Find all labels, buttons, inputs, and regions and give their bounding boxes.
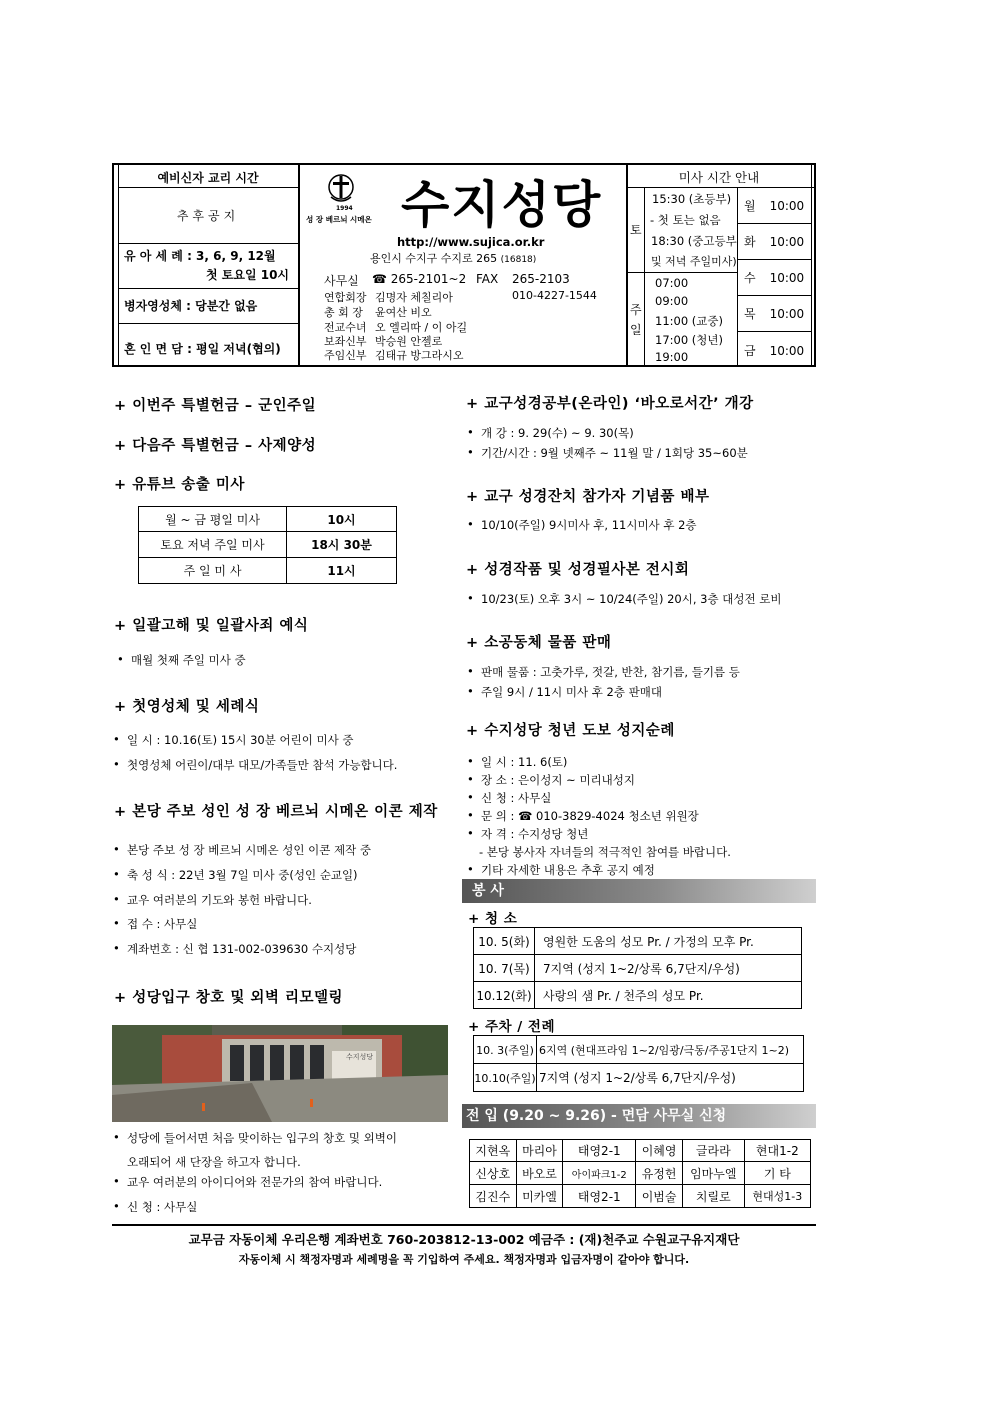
confession-item: • 매월 첫째 주일 미사 중 — [131, 652, 246, 668]
youtube-time: 11시 — [287, 558, 397, 584]
sister-name: 오 엘리따 / 이 아길 — [375, 321, 468, 334]
table-row — [470, 1140, 811, 1162]
youtube-mass-table — [138, 506, 397, 584]
sister-label: 전교수녀 — [324, 321, 367, 334]
cleaning-heading: + 청 소 — [468, 911, 518, 927]
cleaning-date: 10. 5(화) — [474, 928, 535, 955]
table-row — [474, 1036, 804, 1064]
icon-item: • 본당 주보 성 장 베르뇌 시메온 성인 이콘 제작 중 — [127, 842, 371, 858]
office-phone: ☎ 265-2101~2 — [372, 272, 467, 286]
pilgrimage-heading: + 수지성당 청년 도보 성지순례 — [466, 723, 675, 739]
saturday-label: 토 — [630, 223, 642, 237]
youtube-label: 주 일 미 사 — [139, 558, 287, 584]
postcode: (16818) — [500, 255, 537, 265]
parking-desc: 6지역 (현대프라임 1~2/임광/극동/주공1단지 1~2) — [537, 1036, 804, 1064]
church-entrance-photo — [112, 1025, 448, 1122]
church-logo-icon — [327, 173, 355, 207]
sun-mass-2: 09:00 — [655, 294, 689, 308]
move-in-name: 지현옥 — [470, 1140, 517, 1162]
logo-year: 1994 — [336, 205, 353, 212]
general-confession-heading: + 일괄고해 및 일괄사죄 예식 — [114, 618, 309, 634]
assistant-label: 보좌신부 — [324, 335, 367, 348]
bible-study-heading: + 교구성경공부(온라인) ‘바오로서간’ 개강 — [466, 396, 754, 412]
parking-desc: 7지역 (성지 1~2/상록 6,7단지/우성) — [537, 1064, 804, 1092]
photo-sign-text: 수지성당 — [346, 1053, 374, 1061]
fax-label: FAX — [476, 272, 499, 286]
fax-number: 265-2103 — [512, 272, 570, 286]
pilgrimage-item: • 문 의 : ☎ 010-3829-4024 청소년 위원장 — [481, 808, 699, 824]
remodel-item: • 성당에 들어서면 처음 맞이하는 입구의 창호 및 외벽이 — [127, 1130, 397, 1146]
table-row — [474, 955, 802, 982]
sat-mass-2: - 첫 토는 없음 — [650, 213, 721, 227]
table-row — [139, 558, 397, 584]
pilgrimage-item: • 일 시 : 11. 6(토) — [481, 754, 567, 770]
move-in-address: 현대1-2 — [744, 1140, 810, 1162]
cleaning-desc: 사랑의 샘 Pr. / 천주의 성모 Pr. — [535, 982, 802, 1009]
pilgrimage-item: • 신 청 : 사무실 — [481, 790, 551, 806]
parish-address — [370, 250, 536, 266]
sale-item: • 주일 9시 / 11시 미사 후 2층 판매대 — [481, 684, 662, 700]
column-gap — [456, 386, 457, 1222]
table-row — [474, 928, 802, 955]
special-offering-this-week: + 이번주 특별헌금 – 군인주일 — [114, 398, 317, 414]
president-name: 윤여산 비오 — [375, 306, 432, 319]
parking-table — [473, 1035, 804, 1092]
sunday-label: 주 일 — [630, 303, 642, 337]
move-in-address: 기 타 — [744, 1162, 810, 1185]
infant-baptism-time: 첫 토요일 10시 — [206, 268, 290, 282]
weekday-mon: 월 10:00 — [744, 199, 805, 213]
bible-item: • 기간/시간 : 9월 넷째주 ~ 11월 말 / 1회당 35~60분 — [481, 445, 748, 461]
sun-mass-5: 19:00 — [655, 350, 689, 364]
sat-mass-3: 18:30 (중고등부 — [651, 234, 737, 248]
table-row — [470, 1162, 811, 1185]
exhibition-heading: + 성경작품 및 성경필사본 전시회 — [466, 562, 690, 578]
cleaning-desc: 영원한 도움의 성모 Pr. / 가정의 모후 Pr. — [535, 928, 802, 955]
move-in-address: 아이파크1-2 — [563, 1162, 636, 1185]
table-row — [139, 532, 397, 558]
pilgrimage-item: • 기타 자세한 내용은 추후 공지 예정 — [481, 862, 655, 878]
tithe-transfer-note: 자동이체 시 책정자명과 세례명을 꼭 기입하여 주세요. 책정자명과 입금자명이 같아야 합니다. — [238, 1253, 690, 1266]
logo-caption: 성 장 베르뇌 시메온 — [306, 215, 372, 224]
parking-heading: + 주차 / 전례 — [468, 1019, 556, 1035]
pastor-label: 주임신부 — [324, 349, 367, 362]
marriage-consult: 혼 인 면 담 : 평일 저녁(협의) — [124, 342, 281, 356]
cleaning-desc: 7지역 (성지 1~2/상록 6,7단지/우성) — [535, 955, 802, 982]
move-in-address: 태영2-1 — [563, 1140, 636, 1162]
tithe-transfer-info: 교무금 자동이체 우리은행 계좌번호 760-203812-13-002 예금주 : (재)천주교 수원교구유지재단 — [188, 1232, 740, 1247]
move-in-baptismal: 임마누엘 — [682, 1162, 744, 1185]
sale-item: • 판매 물품 : 고춧가루, 젓갈, 반찬, 참기름, 들기름 등 — [481, 664, 740, 680]
remodeling-heading: + 성당입구 창호 및 외벽 리모델링 — [114, 990, 343, 1006]
move-in-table — [469, 1139, 811, 1208]
icon-item: • 교우 여러분의 기도와 봉헌 바랍니다. — [127, 892, 312, 908]
parish-name: 수지성당 — [401, 176, 603, 234]
youtube-mass-heading: + 유튜브 송출 미사 — [114, 477, 245, 493]
special-offering-next-week: + 다음주 특별헌금 – 사제양성 — [114, 438, 317, 454]
footer-divider — [112, 1224, 816, 1226]
move-in-name: 김진수 — [470, 1185, 517, 1208]
service-section-bar: 봉 사 — [462, 879, 816, 903]
pilgrimage-item: • 자 격 : 수지성당 청년 — [481, 826, 588, 842]
cleaning-date: 10.12(화) — [474, 982, 535, 1009]
weekday-fri: 금 10:00 — [744, 344, 805, 358]
move-in-name: 신상호 — [470, 1162, 517, 1185]
youtube-label: 월 ~ 금 평일 미사 — [139, 507, 287, 532]
weekday-wed: 수 10:00 — [744, 271, 805, 285]
bible-festival-heading: + 교구 성경잔치 참가자 기념품 배부 — [466, 489, 710, 505]
table-row — [470, 1185, 811, 1208]
office-label: 사무실 — [324, 274, 359, 288]
communion-date: • 일 시 : 10.16(토) 15시 30분 어린이 미사 중 — [127, 732, 353, 748]
pilgrimage-item: • 장 소 : 은이성지 ~ 미리내성지 — [481, 772, 635, 788]
move-in-baptismal: 치릴로 — [682, 1185, 744, 1208]
mass-times-title: 미사 시간 안내 — [678, 170, 760, 185]
icon-item: • 계좌번호 : 신 협 131-002-039630 수지성당 — [127, 941, 356, 957]
parking-date: 10.10(주일) — [474, 1064, 537, 1092]
move-in-name: 유정헌 — [636, 1162, 683, 1185]
table-row — [474, 1064, 804, 1092]
weekday-thu: 목 10:00 — [744, 307, 805, 321]
youtube-time: 10시 — [287, 507, 397, 532]
patron-icon-heading: + 본당 주보 성인 성 장 베르뇌 시메온 이콘 제작 — [114, 804, 438, 820]
table-row — [139, 507, 397, 532]
pastor-name: 김태규 방그라시오 — [375, 349, 464, 362]
cleaning-date: 10. 7(목) — [474, 955, 535, 982]
communion-note: • 첫영성체 어린이/대부 대모/가족들만 참석 가능합니다. — [127, 757, 397, 773]
pilgrimage-note: - 본당 봉사자 자녀들의 적극적인 참여를 바랍니다. — [479, 845, 731, 859]
youtube-label: 토요 저녁 주일 미사 — [139, 532, 287, 558]
icon-item: • 축 성 식 : 22년 3월 7일 미사 중(성인 순교일) — [127, 867, 358, 883]
sat-mass-1: 15:30 (초등부) — [652, 192, 732, 206]
assistant-name: 박승원 안젤로 — [375, 335, 443, 348]
bible-item: • 개 강 : 9. 29(수) ~ 9. 30(목) — [481, 425, 634, 441]
youtube-time: 18시 30분 — [287, 532, 397, 558]
sat-mass-4: 및 저녁 주일미사) — [651, 255, 737, 268]
council-name: 김명자 체칠리아 — [375, 291, 453, 304]
sick-communion: 병자영성체 : 당분간 없음 — [124, 299, 258, 313]
sun-mass-4: 17:00 (청년) — [655, 333, 723, 347]
remodel-item-cont: 오래되어 새 단장을 하고자 합니다. — [127, 1155, 301, 1169]
parking-date: 10. 3(주일) — [474, 1036, 537, 1064]
move-in-baptismal: 마리아 — [516, 1140, 563, 1162]
community-sale-heading: + 소공동체 물품 판매 — [466, 635, 612, 651]
move-in-name: 이범술 — [636, 1185, 683, 1208]
remodel-item: • 교우 여러분의 아이디어와 전문가의 참여 바랍니다. — [127, 1174, 382, 1190]
exhibition-item: • 10/23(토) 오후 3시 ~ 10/24(주일) 20시, 3층 대성전 로비 — [481, 591, 781, 607]
catechism-title: 예비신자 교리 시간 — [157, 171, 259, 185]
catechism-notice: 추후공지 — [176, 209, 240, 223]
sun-mass-3: 11:00 (교중) — [655, 314, 723, 328]
weekday-tue: 화 10:00 — [744, 235, 805, 249]
cleaning-table — [473, 927, 802, 1009]
first-communion-heading: + 첫영성체 및 세례식 — [114, 699, 260, 715]
move-in-baptismal: 글라라 — [682, 1140, 744, 1162]
move-in-address: 태영2-1 — [563, 1185, 636, 1208]
remodel-item: • 신 청 : 사무실 — [127, 1199, 197, 1215]
address-text: 용인시 수지구 수지로 265 — [370, 252, 498, 265]
infant-baptism: 유 아 세 례 : 3, 6, 9, 12월 — [124, 249, 276, 263]
move-in-baptismal: 미카엘 — [516, 1185, 563, 1208]
move-in-section-bar: 전 입 (9.20 ~ 9.26) - 면담 사무실 신청 — [462, 1104, 816, 1128]
gift-item: • 10/10(주일) 9시미사 후, 11시미사 후 2층 — [481, 517, 697, 533]
council-label: 연합회장 — [324, 291, 367, 304]
move-in-baptismal: 바오로 — [516, 1162, 563, 1185]
council-phone: 010-4227-1544 — [512, 289, 597, 302]
bulletin-header — [112, 163, 816, 367]
move-in-address: 현대성1-3 — [744, 1185, 810, 1208]
table-row — [474, 982, 802, 1009]
president-label: 총 회 장 — [324, 306, 363, 319]
sun-mass-1: 07:00 — [655, 276, 689, 290]
move-in-name: 이혜영 — [636, 1140, 683, 1162]
icon-item: • 접 수 : 사무실 — [127, 916, 197, 932]
parish-url[interactable]: http://www.sujica.or.kr — [397, 235, 545, 249]
